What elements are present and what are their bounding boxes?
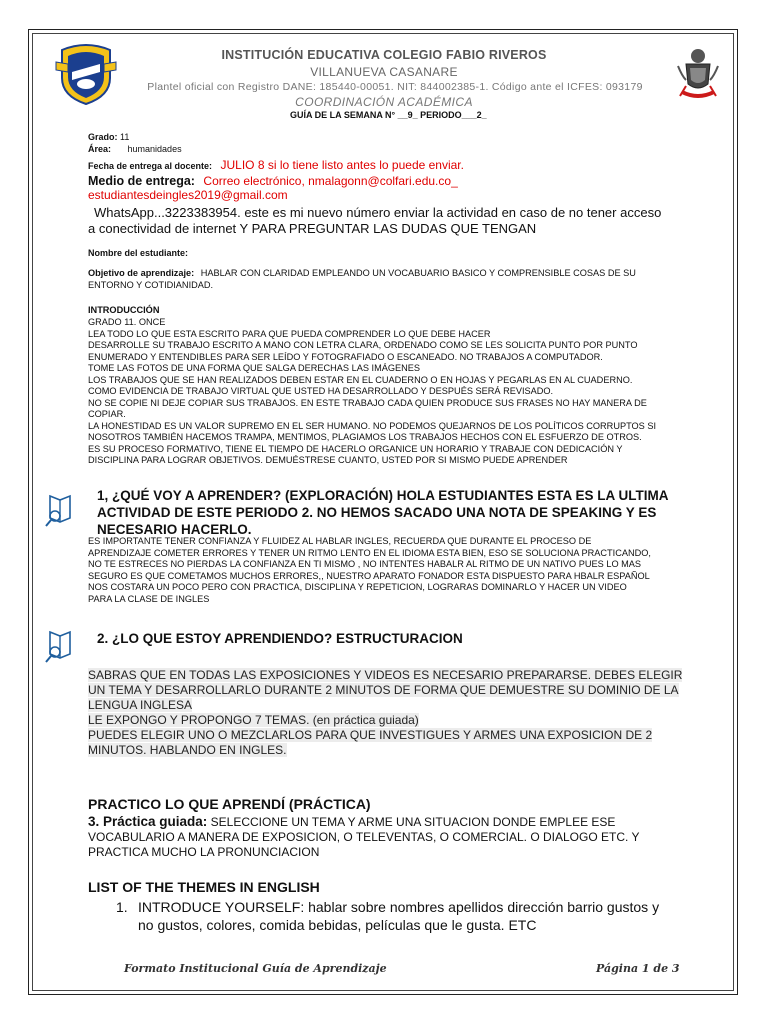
- themes-title: LIST OF THE THEMES IN ENGLISH: [88, 879, 320, 895]
- whatsapp-line-2: a conectividad de internet Y PARA PREGUNTAR LAS DUDAS QUE TENGAN: [88, 221, 537, 236]
- themes-item-1: [116, 898, 659, 934]
- town-name: VILLANUEVA CASANARE: [310, 65, 458, 79]
- intro-line: ES SU PROCESO FORMATIVO, TIENE EL TIEMPO DE HACERLO ORGANICE UN HORARIO Y TRABAJE CON DEDICACIÓN Y: [88, 443, 623, 454]
- intro-line: LEA TODO LO QUE ESTA ESCRITO PARA QUE PUEDA COMPRENDER LO QUE DEBE HACER: [88, 328, 491, 339]
- book-magnifier-icon: [44, 630, 76, 666]
- section1-line: PARA LA CLASE DE INGLES: [88, 593, 210, 604]
- intro-line: DISCIPLINA PARA LOGRAR OBJETIVOS. DEMUÉSTRESE CUANTO, USTED POR SI MISMO PUEDE APRENDER: [88, 455, 568, 465]
- student-name-label: Nombre del estudiante:: [88, 248, 189, 258]
- intro-body: [88, 317, 718, 467]
- objective-text: HABLAR CON CLARIDAD EMPLEANDO UN VOCABUARIO BASICO Y COMPRENSIBLE COSAS DE SU: [200, 268, 636, 278]
- objective-line-1: [88, 268, 636, 280]
- area-row: [88, 144, 182, 154]
- intro-line: ENUMERADO Y ENTENDIBLES PARA SER LEÍDO Y FOTOGRAFIADO O ESCANEADO. NO TRABAJOS A COMPUTADOR.: [88, 351, 603, 362]
- practice-label: 3. Práctica guiada:: [88, 814, 208, 829]
- intro-title: INTRODUCCIÓN: [88, 305, 160, 315]
- intro-line: NO SE COPIE NI DEJE COPIAR SUS TRABAJOS. EN ESTE TRABAJO CADA QUIEN PRODUCE SUS FRASES NO HAY MANERA DE: [88, 397, 647, 408]
- objective-label: Objetivo de aprendizaje:: [88, 268, 195, 278]
- section2-line: PUEDES ELEGIR UNO O MEZCLARLOS PARA QUE INVESTIGUES Y ARMES UNA EXPOSICION DE 2: [88, 728, 653, 742]
- grado-value: 11: [120, 132, 130, 142]
- institution-name: INSTITUCIÓN EDUCATIVA COLEGIO FABIO RIVEROS: [221, 48, 547, 62]
- coordination-title: COORDINACIÓN ACADÉMICA: [295, 95, 473, 109]
- practice-line: VOCABULARIO A MANERA DE EXPOSICION, O TELEVENTAS, O COMERCIAL. O DIALOGO ETC. Y: [88, 830, 640, 844]
- medio-value: Correo electrónico, nmalagonn@colfari.edu.co_: [203, 174, 458, 188]
- section1-line: ES IMPORTANTE TENER CONFIANZA Y FLUIDEZ AL HABLAR INGLES, RECUERDA QUE DURANTE EL PROCESO DE: [88, 536, 592, 546]
- section2-body: [88, 668, 718, 758]
- area-value: humanidades: [127, 144, 182, 154]
- intro-line: LA HONESTIDAD ES UN VALOR SUPREMO EN EL SER HUMANO. NO PODEMOS QUEJARNOS DE LOS POLÍTICOS CORRUPTOS SI: [88, 420, 657, 431]
- area-label: Área:: [88, 144, 112, 154]
- email-secondary: estudiantesdeingles2019@gmail.com: [88, 188, 288, 202]
- grado-row: [88, 132, 129, 142]
- section1-line: SEGURO ES QUE COMETAMOS MUCHOS ERRORES,, NUESTRO APARATO FONADOR ESTA DISPUESTO PARA HBALR ESPAÑOL: [88, 570, 650, 581]
- intro-line: TOME LAS FOTOS DE UNA FORMA QUE SALGA DERECHAS LAS IMÁGENES: [88, 363, 421, 373]
- medio-label: Medio de entrega:: [88, 174, 195, 188]
- grado-label: Grado:: [88, 132, 118, 142]
- intro-line: LOS TRABAJOS QUE SE HAN REALIZADOS DEBEN ESTAR EN EL CUADERNO O EN HOJAS Y PEGARLAS EN AL CUADERNO.: [88, 374, 633, 385]
- practice-title: PRACTICO LO QUE APRENDÍ (PRÁCTICA): [88, 796, 371, 812]
- guide-title: GUÍA DE LA SEMANA N° __9_ PERIODO___2_: [290, 110, 487, 120]
- intro-line: GRADO 11. ONCE: [88, 317, 166, 327]
- footer-page-number: Página 1 de 3: [596, 962, 680, 975]
- intro-line: NOSOTROS TAMBIÉN HACEMOS TRAMPA, MENTIMOS, PLAGIAMOS LOS TRABAJOS HECHOS CON EL ESFUERZO DE OTROS.: [88, 432, 642, 442]
- section1-title: 1, ¿QUÉ VOY A APRENDER? (EXPLORACIÓN) HOLA ESTUDIANTES ESTA ES LA ULTIMA ACTIVIDAD DE ESTE PERIODO 2. NO HEMOS SACADO UNA NOTA DE SPEAKING Y ES NECESARIO HACERLO.: [97, 488, 669, 537]
- section1-line: APRENDIZAJE COMETER ERRORES Y TENER UN RITMO LENTO EN EL IDIOMA ESTA BIEN, ESO SE SOLUCIONA PRACTICANDO,: [88, 547, 651, 558]
- section1-body: [88, 536, 718, 605]
- section2-line: LE EXPONGO Y PROPONGO 7 TEMAS. (en práctica guiada): [88, 713, 419, 727]
- section1-line: NOS COSTARA UN POCO PERO CON PRACTICA, DISCIPLINA Y REPETICION, LOGRARAS DOMINARLO Y HACER UN VIDEO: [88, 582, 627, 592]
- book-magnifier-icon: [44, 494, 76, 530]
- fecha-value: JULIO 8 si lo tiene listo antes lo puede enviar.: [220, 158, 464, 172]
- themes-item-number: 1.: [116, 899, 128, 915]
- section1-line: NO TE ESTRECES NO PIERDAS LA CONFIANZA EN TI MISMO , NO INTENTES HABALR AL RITMO DE UN NATIVO PUES LO MAS: [88, 559, 642, 569]
- practice-line: PRACTICA MUCHO LA PRONUNCIACION: [88, 845, 320, 859]
- registration-info: Plantel oficial con Registro DANE: 185440-00051. NIT: 844002385-1. Código ante el ICFES: 093179: [147, 81, 643, 93]
- section2-title: 2. ¿LO QUE ESTOY APRENDIENDO? ESTRUCTURACION: [97, 631, 463, 646]
- intro-line: COPIAR.: [88, 409, 126, 419]
- objective-line-2: ENTORNO Y COTIDIANIDAD.: [88, 280, 214, 290]
- intro-line: COMO EVIDENCIA DE TRABAJO VIRTUAL QUE USTED HA DESARROLLADO Y DESPUÉS SERÁ REVISADO.: [88, 386, 554, 396]
- fecha-label: Fecha de entrega al docente:: [88, 161, 213, 171]
- themes-item-text: INTRODUCE YOURSELF: hablar sobre nombres apellidos dirección barrio gustos y: [138, 899, 660, 915]
- intro-line: DESARROLLE SU TRABAJO ESCRITO A MANO CON LETRA CLARA, ORDENADO COMO SE LES SOLICITA PUNTO POR PUNTO: [88, 340, 638, 350]
- practice-line: SELECCIONE UN TEMA Y ARME UNA SITUACION DONDE EMPLEE ESE: [210, 815, 616, 829]
- themes-item-text: no gustos, colores, comida bebidas, películas que le gusta. ETC: [138, 917, 537, 933]
- section2-line: LENGUA INGLESA: [88, 698, 193, 712]
- footer-format-label: Formato Institucional Guía de Aprendizaje: [124, 962, 387, 975]
- practice-body: [88, 814, 718, 860]
- whatsapp-line-1: WhatsApp...3223383954. este es mi nuevo número enviar la actividad en caso de no tener acceso: [94, 205, 662, 220]
- section2-line: SABRAS QUE EN TODAS LAS EXPOSICIONES Y VIDEOS ES NECESARIO PREPARARSE. DEBES ELEGIR: [88, 668, 683, 682]
- section2-line: UN TEMA Y DESARROLLARLO DURANTE 2 MINUTOS DE FORMA QUE DEMUESTRE SU DOMINIO DE LA: [88, 683, 679, 697]
- section2-line: MINUTOS. HABLANDO EN INGLES.: [88, 743, 287, 757]
